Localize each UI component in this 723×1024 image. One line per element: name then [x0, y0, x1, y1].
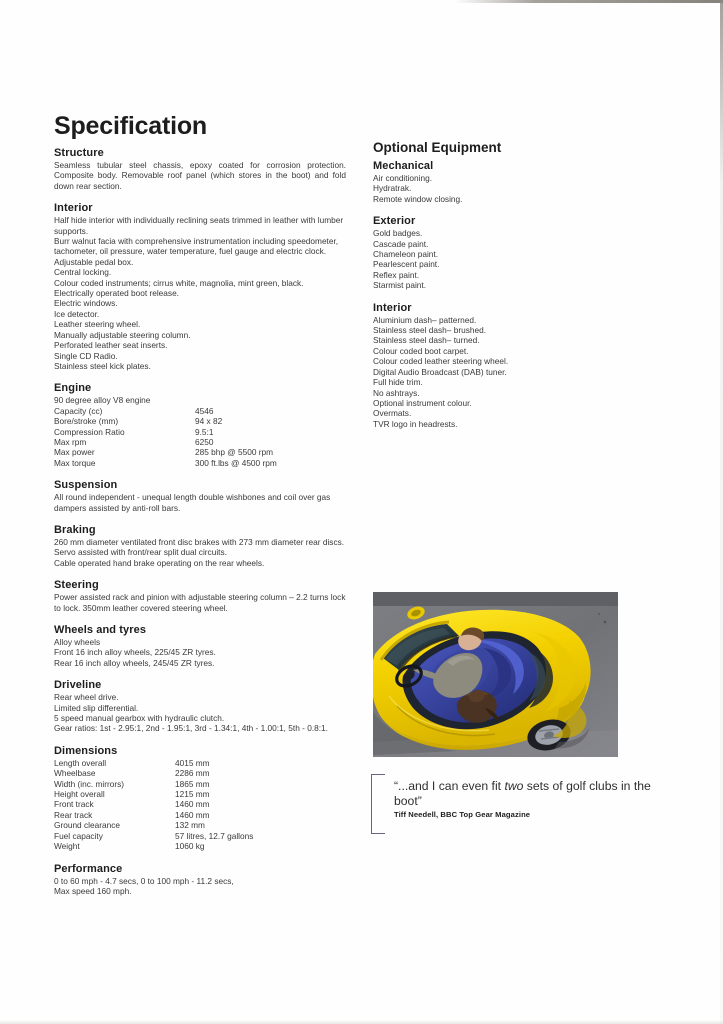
quote-text-emphasis: two [504, 779, 524, 793]
section-body [54, 592, 346, 613]
spec-value: 94 x 82 [195, 416, 223, 427]
section-body [54, 215, 346, 371]
spec-value: 1460 mm [175, 809, 210, 820]
section-driveline [54, 679, 346, 734]
spec-key: Fuel capacity [54, 830, 103, 841]
spec-row [54, 406, 346, 416]
section-heading-performance: Performance [54, 862, 123, 875]
section-dimensions [54, 745, 346, 852]
body-line: TVR logo in headrests. [373, 418, 458, 429]
body-line: Ice detector. [54, 308, 100, 319]
spec-value: 1460 mm [175, 799, 210, 810]
section-body [54, 160, 346, 191]
spec-value: 2286 mm [175, 768, 210, 779]
quote-body [394, 779, 656, 819]
section-body [54, 692, 346, 734]
optional-section-interior [373, 302, 673, 429]
spec-key: Bore/stroke (mm) [54, 416, 119, 427]
body-line: Aluminium dash– patterned. [373, 314, 477, 325]
body-line: Cascade paint. [373, 238, 429, 249]
page-title: Specification [54, 112, 207, 140]
optional-section-body [373, 315, 673, 429]
body-line: 0 to 60 mph - 4.7 secs, 0 to 100 mph - 11.2 secs, [54, 875, 234, 886]
spec-row [54, 779, 346, 789]
body-line: 5 speed manual gearbox with hydraulic clutch. [54, 713, 225, 724]
spec-key: Front track [54, 799, 94, 810]
section-steering [54, 579, 346, 613]
spec-row [54, 820, 346, 830]
section-heading-dimensions: Dimensions [54, 744, 118, 757]
optional-equipment-title: Optional Equipment [373, 140, 502, 155]
optional-section-exterior [373, 215, 673, 290]
section-wheels-and-tyres [54, 624, 346, 668]
spec-value: 300 ft.lbs @ 4500 rpm [195, 457, 277, 468]
left-column-sections [54, 147, 346, 896]
body-line: Seamless tubular steel chassis, epoxy coated for corrosion protection. Composite body. Removable roof panel (which stores in the boot) and fold down rear section. [54, 160, 346, 191]
body-line: Air conditioning. [373, 173, 433, 183]
section-performance [54, 863, 346, 897]
spec-row [54, 799, 346, 809]
body-line: Rear wheel drive. [54, 692, 119, 703]
spec-row [54, 416, 346, 426]
body-line: Gold badges. [373, 228, 423, 239]
section-body [54, 876, 346, 897]
body-line: Colour coded leather steering wheel. [373, 356, 509, 367]
body-line: Chameleon paint. [373, 249, 439, 260]
section-heading-steering: Steering [54, 579, 99, 592]
optional-section-body [373, 173, 673, 204]
body-line: Optional instrument colour. [373, 397, 472, 408]
section-heading-suspension: Suspension [54, 479, 118, 492]
body-line: Stainless steel kick plates. [54, 360, 151, 371]
optional-section-heading-interior: Interior [373, 301, 412, 314]
spec-value: 6250 [195, 436, 214, 447]
spec-key: Max torque [54, 457, 96, 468]
body-line: Adjustable pedal box. [54, 256, 134, 267]
spec-row [54, 841, 346, 851]
body-line: Pearlescent paint. [373, 259, 440, 270]
section-heading-wheels-and-tyres: Wheels and tyres [54, 624, 147, 636]
section-heading-interior: Interior [54, 202, 93, 215]
spec-key: Length overall [54, 757, 107, 768]
section-heading-engine: Engine [54, 382, 92, 395]
optional-section-heading-exterior: Exterior [373, 215, 416, 228]
body-line: Colour coded boot carpet. [373, 345, 469, 356]
spec-key: Wheelbase [54, 768, 96, 779]
body-line: Stainless steel dash– brushed. [373, 325, 487, 336]
section-heading-driveline: Driveline [54, 679, 102, 692]
spec-key: Ground clearance [54, 820, 120, 831]
body-line: Starmist paint. [373, 280, 427, 291]
body-line: Remote window closing. [373, 193, 463, 204]
spec-key: Rear track [54, 809, 93, 820]
spec-value: 1060 kg [175, 841, 205, 852]
quote-text-before: “...and I can even fit [394, 779, 505, 793]
spec-value: 1865 mm [175, 778, 210, 789]
optional-section-body [373, 228, 673, 290]
section-intro: 90 degree alloy V8 engine [54, 395, 151, 406]
body-line: Leather steering wheel. [54, 319, 141, 330]
section-body [54, 537, 346, 568]
section-body [54, 637, 346, 668]
spec-row [54, 427, 346, 437]
spec-row [54, 758, 346, 768]
spec-key: Compression Ratio [54, 426, 125, 437]
section-heading-structure: Structure [54, 147, 104, 159]
body-line: Single CD Radio. [54, 350, 118, 361]
body-line: Rear 16 inch alloy wheels, 245/45 ZR tyres. [54, 657, 215, 668]
spec-value: 285 bhp @ 5500 rpm [195, 447, 274, 458]
spec-row [54, 831, 346, 841]
body-line: Max speed 160 mph. [54, 885, 132, 896]
optional-section-mechanical [373, 160, 673, 204]
spec-key: Width (inc. mirrors) [54, 778, 125, 789]
body-line: All round independent - unequal length double wishbones and coil over gas dampers assisted by anti-roll bars. [54, 492, 331, 513]
body-line: Alloy wheels [54, 637, 101, 647]
car-photograph-image [373, 592, 618, 757]
optional-section-heading-mechanical: Mechanical [373, 160, 434, 172]
spec-key: Max rpm [54, 436, 87, 447]
quote-attribution: Tiff Needell, BBC Top Gear Magazine [394, 810, 531, 820]
section-engine [54, 382, 346, 468]
spec-value: 1215 mm [175, 789, 210, 800]
spec-table-engine [54, 406, 346, 468]
spec-value: 9.5:1 [195, 426, 214, 437]
body-line: No ashtrays. [373, 387, 420, 398]
body-line: Electrically operated boot release. [54, 288, 179, 299]
spec-row [54, 447, 346, 457]
body-line: Electric windows. [54, 298, 118, 309]
body-line: Central locking. [54, 267, 112, 278]
body-line: Colour coded instruments; cirrus white, magnolia, mint green, black. [54, 277, 304, 288]
section-heading-braking: Braking [54, 523, 96, 536]
spec-key: Capacity (cc) [54, 405, 103, 416]
body-line: Reflex paint. [373, 269, 420, 280]
left-column [54, 112, 346, 907]
body-line: Stainless steel dash– turned. [373, 335, 480, 346]
body-line: 260 mm diameter ventilated front disc brakes with 273 mm diameter rear discs. Servo assisted with front/rear split dual circuits. [54, 536, 345, 558]
right-column-sections [373, 160, 673, 429]
body-line: Digital Audio Broadcast (DAB) tuner. [373, 366, 507, 377]
spec-row [54, 810, 346, 820]
quote-bracket-decoration [371, 774, 385, 834]
spec-value: 4015 mm [175, 757, 210, 768]
section-body [54, 492, 346, 513]
section-interior [54, 202, 346, 371]
quote-text-after: sets of golf clubs in the boot” [394, 779, 651, 808]
body-line: Limited slip differential. [54, 702, 139, 713]
body-line: Power assisted rack and pinion with adjustable steering column – 2.2 turns lock to lock. 350mm leather covered steering wheel. [54, 592, 346, 613]
spec-key: Max power [54, 447, 95, 458]
body-line: Half hide interior with individually reclining seats trimmed in leather with lumber supports. [54, 215, 344, 236]
spec-key: Height overall [54, 789, 105, 800]
spec-value: 4546 [195, 405, 214, 416]
spec-row [54, 789, 346, 799]
scan-edge-top [455, 0, 723, 3]
spec-row [54, 768, 346, 778]
pull-quote [371, 774, 661, 832]
scan-edge-bottom [0, 1020, 723, 1024]
spec-value: 132 mm [175, 820, 205, 831]
body-line: Burr walnut facia with comprehensive instrumentation including speedometer, tachometer, oil pressure, water temperature, fuel gauge and electric clock. [54, 236, 339, 257]
body-line: Hydratrak. [373, 183, 412, 194]
spec-key: Weight [54, 841, 80, 852]
body-line: Manually adjustable steering column. [54, 329, 191, 340]
right-column [373, 140, 673, 440]
spec-row [54, 437, 346, 447]
body-line: Cable operated hand brake operating on the rear wheels. [54, 557, 265, 568]
section-braking [54, 524, 346, 568]
spec-table-dimensions [54, 758, 346, 852]
spec-row [54, 458, 346, 468]
body-line: Overmats. [373, 408, 412, 419]
body-line: Perforated leather seat inserts. [54, 340, 168, 351]
car-photograph [373, 592, 618, 757]
section-structure [54, 147, 346, 191]
quote-text [394, 779, 656, 808]
body-line: Front 16 inch alloy wheels, 225/45 ZR tyres. [54, 647, 216, 658]
spec-value: 57 litres, 12.7 gallons [175, 830, 254, 841]
body-line: Gear ratios: 1st - 2.95:1, 2nd - 1.95:1, 3rd - 1.34:1, 4th - 1.00:1, 5th - 0.8:1. [54, 723, 328, 734]
body-line: Full hide trim. [373, 377, 423, 388]
section-suspension [54, 479, 346, 513]
